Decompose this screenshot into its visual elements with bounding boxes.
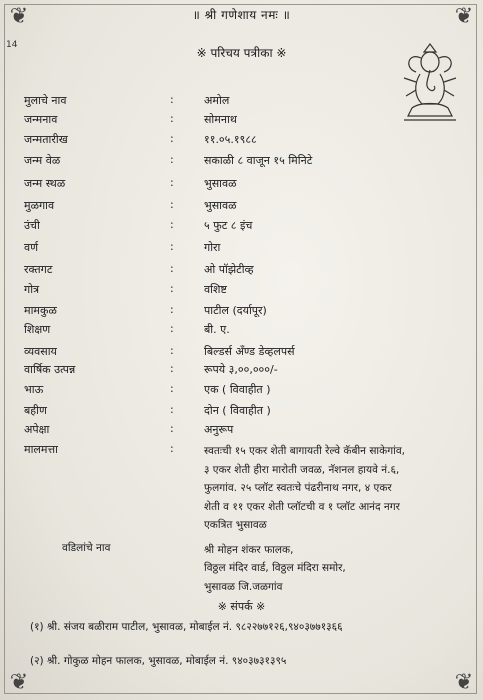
field-colon: : <box>170 382 174 395</box>
field-label: जन्मनाव <box>24 113 58 126</box>
field-value: अमोल <box>204 94 230 107</box>
field-colon: : <box>170 362 174 375</box>
field-label: मुळगाव <box>24 199 55 212</box>
field-value: रूपये ३,००,०००/- <box>204 363 278 376</box>
field-value: पाटील (दर्यापूर) <box>204 304 267 317</box>
field-value: एक ( विवाहीत ) <box>204 383 271 396</box>
field-colon: : <box>170 262 174 275</box>
field-row-birth-time <box>0 153 483 173</box>
field-colon: : <box>170 93 174 106</box>
field-row-blood-group <box>0 262 483 282</box>
field-row-birth-date <box>0 132 483 152</box>
contact-line-2: (२) श्री. गोकुळ मोहन फालक, भुसावळ, मोबाईल नं. ९४०३७३१३९५ <box>30 655 287 667</box>
field-colon: : <box>170 422 174 435</box>
corner-ornament-icon: ❦ <box>454 670 474 695</box>
field-colon: : <box>170 198 174 211</box>
address-block <box>204 541 346 596</box>
field-value: बी. ए. <box>204 323 230 336</box>
field-label: भाऊ <box>24 383 44 396</box>
field-row-gotra <box>0 282 483 302</box>
page-shloka: ॥ श्री गणेशाय नमः ॥ <box>192 8 291 22</box>
page-number: 14 <box>6 40 18 50</box>
address-label: वडिलांचे नाव <box>62 542 111 554</box>
field-row-height <box>0 218 483 238</box>
corner-ornament-icon: ❦ <box>9 670 29 695</box>
field-colon: : <box>170 153 174 166</box>
field-label: रक्तगट <box>24 263 53 276</box>
corner-ornament-icon: ❦ <box>454 4 474 29</box>
field-value: सोमनाथ <box>204 113 237 126</box>
property-line: फुलगांव. २५ प्लॉट स्वतःचे पंढरीनाथ नगर, ४ एकर <box>204 482 392 495</box>
field-label: जन्म स्थळ <box>24 177 66 190</box>
property-line: शेती व ११ एकर शेती प्लॉटची व १ प्लॉट आनंद नगर <box>204 500 400 513</box>
field-colon: : <box>170 322 174 335</box>
field-row-occupation <box>0 344 483 364</box>
field-value: अनुरूप <box>204 423 234 436</box>
contact-heading: ※ संपर्क ※ <box>217 600 266 613</box>
field-row-education <box>0 322 483 342</box>
field-value: गोरा <box>204 241 221 254</box>
field-colon: : <box>170 282 174 295</box>
field-value: भुसावळ <box>204 177 237 190</box>
contact-line-1: (१) श्री. संजय बळीराम पाटील, भुसावळ, मोबाईल नं. ९८२२७७१२६,९४०३७७१३६६ <box>30 621 343 633</box>
field-label: गोत्र <box>24 283 40 296</box>
field-colon: : <box>170 132 174 145</box>
field-row-sisters <box>0 403 483 423</box>
field-label: अपेक्षा <box>24 423 50 436</box>
field-value: ११.०५.१९८८ <box>204 133 257 146</box>
field-row-native-place <box>0 198 483 218</box>
corner-ornament-icon: ❦ <box>9 4 29 29</box>
property-details <box>204 442 466 535</box>
property-line: एकत्रित भुसावळ <box>204 519 267 532</box>
field-colon: : <box>170 303 174 316</box>
field-colon: : <box>170 403 174 416</box>
field-row-boy-name <box>0 93 483 113</box>
field-row-birth-place <box>0 176 483 196</box>
field-colon: : <box>170 240 174 253</box>
field-label: मुलाचे नाव <box>24 94 67 107</box>
field-value: वशिष्ट <box>204 283 227 296</box>
field-row-birth-name <box>0 112 483 132</box>
field-row-complexion <box>0 240 483 260</box>
address-line: भुसावळ जि.जळगांव <box>204 580 283 593</box>
property-line: स्वतःची १५ एकर शेती बागायती रेल्वे कॅबीन साकेगांव, <box>204 445 406 457</box>
field-value: दोन ( विवाहीत ) <box>204 404 271 417</box>
field-label: जन्मतारीख <box>24 133 68 146</box>
field-row-maternal-clan <box>0 303 483 323</box>
address-line: विठ्ठल मंदिर वार्ड, विठ्ठल मंदिरा समोर, <box>204 562 346 575</box>
field-label: उंची <box>24 219 40 232</box>
field-label: मालमत्ता <box>24 443 58 456</box>
field-colon: : <box>170 344 174 357</box>
field-label: वर्ण <box>24 241 39 254</box>
field-value: ५ फुट ८ इंच <box>204 219 253 232</box>
field-label: बहीण <box>24 404 47 417</box>
field-value: ओ पॉझेटीव्ह <box>204 263 254 276</box>
field-value: बिल्डर्स अँण्ड डेव्हलपर्स <box>204 345 295 358</box>
page-title: ※ परिचय पत्रीका ※ <box>196 46 287 60</box>
field-row-annual-income <box>0 362 483 382</box>
field-label: मामकुळ <box>24 304 57 317</box>
field-colon: : <box>170 176 174 189</box>
field-label: वार्षिक उत्पन्न <box>24 363 76 376</box>
field-label: शिक्षण <box>24 323 51 336</box>
field-row-expectations <box>0 422 483 442</box>
field-value: सकाळी ८ वाजून १५ मिनिटे <box>204 154 313 167</box>
field-colon: : <box>170 218 174 231</box>
field-colon: : <box>170 112 174 125</box>
property-line: ३ एकर शेती हीरा मारोती जवळ, नॅशनल हायवे नं.६, <box>204 463 400 476</box>
address-line: श्री मोहन शंकर फालक, <box>204 544 294 556</box>
field-value: भुसावळ <box>204 199 237 212</box>
field-colon: : <box>170 442 174 455</box>
field-row-brothers <box>0 382 483 402</box>
field-label: जन्म वेळ <box>24 154 61 167</box>
field-label: व्यवसाय <box>24 345 57 358</box>
